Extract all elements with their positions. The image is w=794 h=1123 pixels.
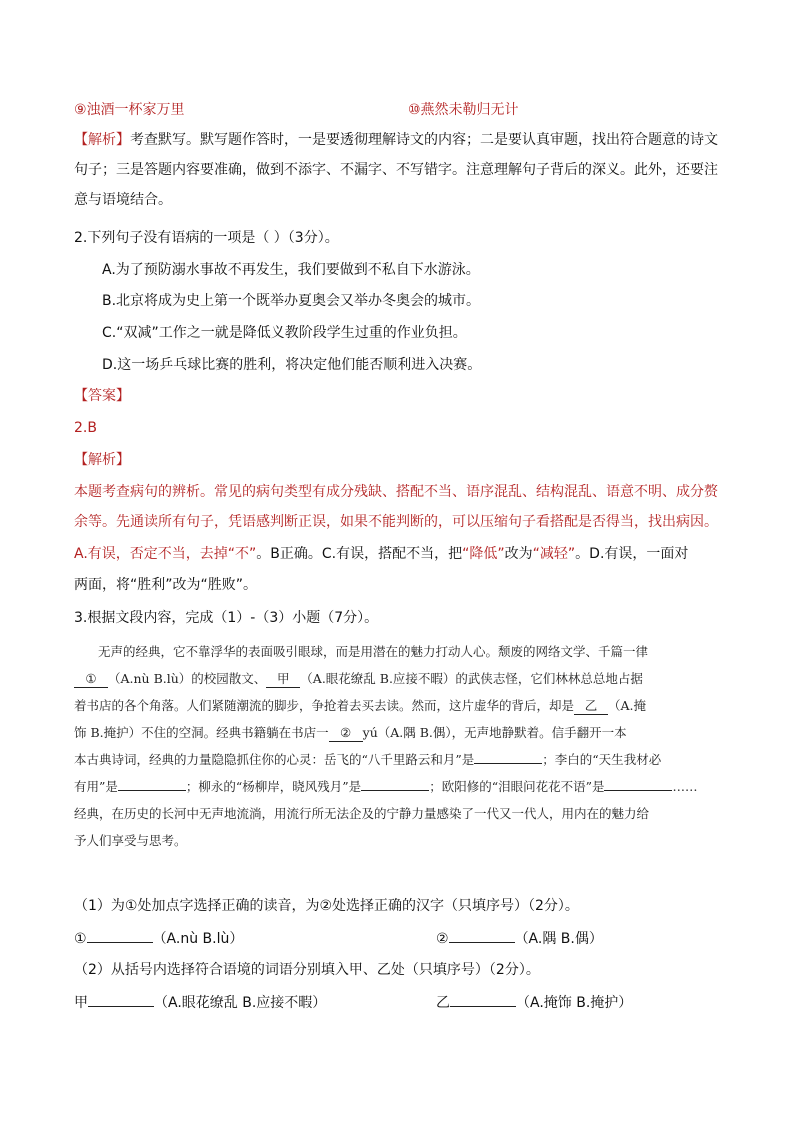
blank-1: ①	[74, 671, 108, 688]
answer-blank-1[interactable]	[87, 928, 153, 943]
passage-line: 着书店的各个角落。人们紧随潮流的脚步，争抢着去买去读。然而，这片虚华的背后，却是 乙 （A.掩	[74, 698, 647, 713]
question-2-option-b: B.北京将成为史上第一个既举办夏奥会又举办冬奥会的城市。	[102, 293, 481, 309]
answer-field-yi: 乙 （A.掩饰 B.掩护）	[436, 992, 632, 1012]
passage-line: 予人们享受与思考。	[74, 833, 187, 848]
passage-line: ① （A.nù B.lù）的校园散文、 甲 （A.眼花缭乱 B.应接不暇）的武侠志怪，它们林林总总地占据	[74, 665, 724, 692]
analysis-text: 考查默写。默写题作答时，一是要透彻理解诗文的内容；二是要认真审题，找出符合题意的诗文	[130, 132, 718, 148]
question-2-analysis-line-3: A.有误，否定不当，去掉“不”。B正确。C.有误，搭配不当，把“降低”改为“减轻”。D.有误，一面对	[74, 546, 689, 562]
answer-blank-jia[interactable]	[88, 992, 154, 1007]
question-2-analysis-line-2: 余等。先通读所有句子，凭语感判断正误，如果不能判断的，可以压缩句子看搭配是否得当，找出病因。	[74, 514, 718, 530]
poem-blank-ouyangxiu[interactable]	[604, 776, 672, 791]
question-2-option-d: D.这一场乒乓球比赛的胜利，将决定他们能否顺利进入决赛。	[102, 357, 482, 373]
blank-jia: 甲	[266, 671, 300, 688]
blank-yi: 乙	[574, 698, 608, 715]
poem-blank-libai[interactable]	[118, 776, 186, 791]
poem-blank-liuyong[interactable]	[361, 776, 429, 791]
analysis-1-line-3: 意与语境结合。	[74, 192, 172, 208]
answer-blank-yi[interactable]	[450, 992, 516, 1007]
question-2-option-c: C.“双减”工作之一就是降低义教阶段学生过重的作业负担。	[102, 325, 467, 341]
passage-line: 经典，在历史的长河中无声地流淌，用流行所无法企及的宁静力量感染了一代又一代人，用内在的魅力给	[74, 806, 650, 821]
answer-item-9: ⑨浊酒一杯家万里	[74, 102, 185, 118]
question-2-stem: 2.下列句子没有语病的一项是（ ）（3分）。	[74, 230, 339, 246]
poem-blank-yuefei[interactable]	[474, 749, 542, 764]
reading-passage	[74, 638, 724, 854]
analysis-tag: 【解析】	[74, 452, 130, 468]
answer-item-10: ⑩燕然未勒归无计	[408, 102, 519, 118]
blank-2: ②	[329, 725, 363, 742]
answer-blank-2[interactable]	[449, 928, 515, 943]
question-3-stem: 3.根据文段内容，完成（1）-（3）小题（7分）。	[74, 610, 379, 626]
question-3-sub-1: （1）为①处加点字选择正确的读音，为②处选择正确的汉字（只填序号）（2分）。	[74, 898, 579, 914]
passage-line: 有用”是 ；柳永的“杨柳岸，晓风残月”是 ；欧阳修的“泪眼问花花不语”是 ……	[74, 773, 724, 800]
question-2-option-a: A.为了预防溺水事故不再发生，我们要做到不私自下水游泳。	[102, 262, 480, 278]
analysis-1-line-2: 句子；三是答题内容要准确，做到不添字、不漏字、不写错字。注意理解句子背后的深义。此外，还要注	[74, 162, 718, 178]
analysis-tag: 【解析】	[74, 132, 130, 148]
question-2-analysis-line-4: 两面，将“胜利”改为“胜败”。	[74, 577, 258, 593]
answer-tag: 【答案】	[74, 388, 130, 404]
passage-line: 无声的经典，它不靠浮华的表面吸引眼球，而是用潜在的魅力打动人心。颓废的网络文学、千篇一律	[98, 644, 649, 659]
answer-field-2: ② （A.隅 B.偶）	[436, 928, 603, 948]
passage-line: 本古典诗词，经典的力量隐隐抓住你的心灵：岳飞的“八千里路云和月”是 ；李白的“天生我材必	[74, 746, 724, 773]
answer-field-jia: 甲 （A.眼花缭乱 B.应接不暇）	[74, 992, 326, 1012]
analysis-1-line-1	[74, 130, 718, 150]
question-3-sub-2: （2）从括号内选择符合语境的词语分别填入甲、乙处（只填序号）（2分）。	[74, 962, 540, 978]
question-2-answer: 2.B	[74, 420, 97, 436]
passage-line: 饰 B.掩护）不住的空洞。经典书籍躺在书店一 ② yú（A.隅 B.偶），无声地静默着。信手翻开一本	[74, 725, 627, 740]
question-2-analysis-line-1: 本题考查病句的辨析。常见的病句类型有成分残缺、搭配不当、语序混乱、结构混乱、语意不明、成分赘	[74, 484, 718, 500]
answer-field-1: ① （A.nù B.lù）	[74, 928, 243, 948]
